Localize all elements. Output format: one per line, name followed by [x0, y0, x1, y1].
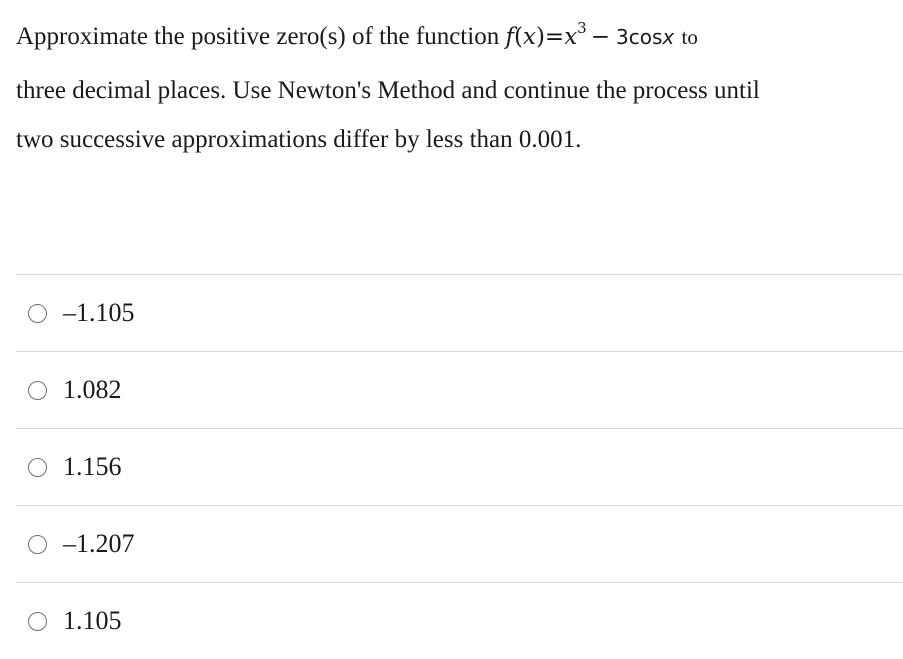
answer-option-3[interactable] [16, 429, 903, 506]
question-prefix: Approximate the positive zero(s) of the function [16, 23, 506, 50]
question-suffix: to [676, 25, 698, 49]
function-formula: $f(x)=x^3 - 3\cos x$ [505, 19, 675, 50]
radio-button-icon[interactable] [28, 612, 47, 631]
option-label: 1.082 [63, 375, 122, 404]
answer-option-4[interactable] [16, 506, 903, 583]
question-line-1 [16, 10, 896, 64]
exponent: 3 [577, 19, 587, 37]
radio-button-icon[interactable] [28, 535, 47, 554]
option-label: 1.105 [63, 606, 122, 635]
question-text [16, 10, 896, 163]
answer-option-2[interactable] [16, 352, 903, 429]
option-label: –1.105 [63, 298, 135, 327]
answer-option-5[interactable] [16, 583, 903, 659]
option-label: –1.207 [63, 529, 135, 558]
question-line-2: three decimal places. Use Newton's Method and continue the process until [16, 77, 760, 104]
radio-button-icon[interactable] [28, 381, 47, 400]
question-line-3: two successive approximations differ by less than 0.001. [16, 126, 582, 153]
radio-button-icon[interactable] [28, 304, 47, 323]
answer-options [16, 274, 903, 659]
radio-button-icon[interactable] [28, 458, 47, 477]
option-label: 1.156 [63, 452, 122, 481]
answer-option-1[interactable] [16, 275, 903, 352]
